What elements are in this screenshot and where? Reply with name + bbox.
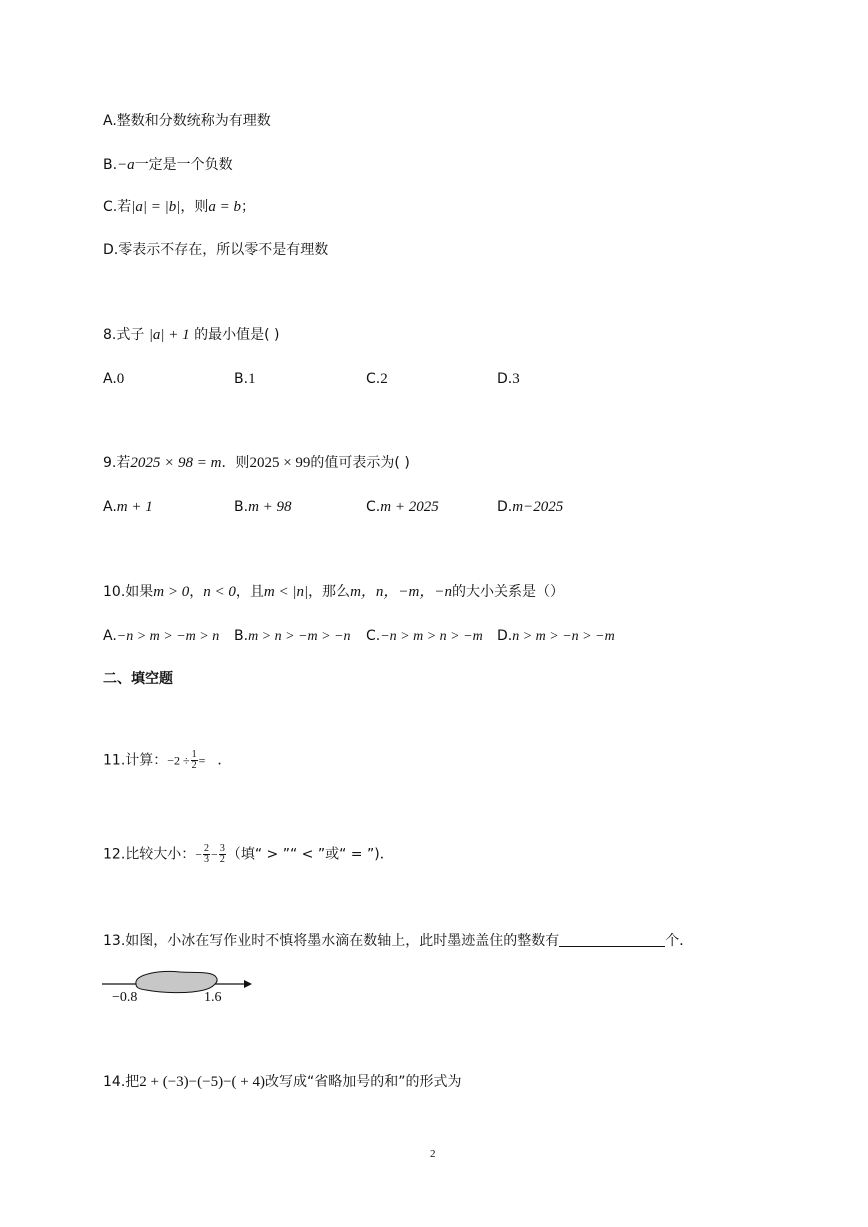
q7-option-d xyxy=(103,240,328,260)
q9-option-b xyxy=(234,497,292,517)
q7-option-b xyxy=(103,155,233,175)
q12-suffix: （填“ > ”“ < ”或“ = ”)． xyxy=(226,846,394,863)
q9-stem-math2: 2025 × 99 xyxy=(249,455,311,471)
q14-prefix: 14.把 xyxy=(103,1074,140,1090)
q9-option-c-label: C. xyxy=(366,499,381,515)
number-line-label-right: 1.6 xyxy=(204,990,222,1005)
q7-option-c-suffix: ； xyxy=(240,199,255,215)
q8-option-c xyxy=(366,369,388,389)
q9-stem-mid: ．则 xyxy=(221,455,250,471)
page-number: 2 xyxy=(430,1148,436,1160)
q9-stem-math1: 2025 × 98 = m xyxy=(130,455,222,471)
number-line-figure xyxy=(100,962,260,1007)
q9-stem xyxy=(103,453,410,473)
q9-stem-prefix: 9.若 xyxy=(103,455,131,471)
q12-fraction2 xyxy=(219,844,226,865)
q12-fraction2-denominator: 2 xyxy=(219,854,225,865)
q7-option-b-label: B. xyxy=(103,157,118,173)
q11-fraction-numerator: 1 xyxy=(191,749,197,760)
q10-option-a-value: −n > m > −m > n xyxy=(116,629,220,644)
q8-stem-prefix: 8.式子 xyxy=(103,327,149,343)
q8-option-c-value: 2 xyxy=(380,371,388,387)
q10-option-b-label: B. xyxy=(234,628,249,644)
q10-option-c-value: −n > m > n > −m xyxy=(380,629,483,644)
q13-text: 13.如图，小冰在写作业时不慎将墨水滴在数轴上，此时墨迹盖住的整数有 xyxy=(103,933,560,949)
q11-prefix: 11.计算： xyxy=(103,752,168,769)
q10-option-d-value: n > m > −n > −m xyxy=(512,629,615,644)
q11-math-lead: −2 ÷ xyxy=(167,753,190,768)
q12-fraction1 xyxy=(203,844,210,865)
q10-option-c xyxy=(366,626,483,647)
q8-stem xyxy=(103,325,280,345)
q7-option-a xyxy=(103,111,271,131)
q8-stem-suffix: 的最小值是( ) xyxy=(189,327,280,343)
q8-option-b-label: B. xyxy=(234,371,249,387)
q10-stem-suffix: 的大小关系是（） xyxy=(451,584,564,600)
q10-stem-sep3: ，那么 xyxy=(308,584,351,600)
q10-option-a xyxy=(103,626,219,647)
q12-prefix: 12.比较大小： xyxy=(103,846,196,863)
q14-suffix: 改写成“省略加号的和”的形式为 xyxy=(265,1074,462,1090)
q14-stem xyxy=(103,1072,462,1092)
q8-option-d-label: D. xyxy=(497,371,513,387)
q10-option-b-value: m > n > −m > −n xyxy=(248,629,351,644)
section-heading xyxy=(103,669,173,689)
q8-option-d-value: 3 xyxy=(512,371,520,387)
q7-option-c-label: C.若 xyxy=(103,199,132,215)
q9-option-c-value: m + 2025 xyxy=(380,499,439,515)
q7-option-b-math: −a xyxy=(117,157,135,173)
q7-option-c xyxy=(103,197,255,217)
q13-answer-blank[interactable] xyxy=(559,932,665,947)
q9-option-d-label: D. xyxy=(497,499,513,515)
q7-option-c-mid: ，则 xyxy=(180,199,209,215)
number-line-arrow-icon xyxy=(244,980,252,988)
q9-option-d-value: m−2025 xyxy=(512,499,564,515)
q11-math-tail: = xyxy=(198,753,206,768)
q10-option-a-label: A. xyxy=(103,628,117,644)
q10-stem-math1: m > 0 xyxy=(153,584,190,600)
q9-option-a xyxy=(103,497,153,517)
q9-option-a-value: m + 1 xyxy=(116,499,153,515)
q9-option-b-label: B. xyxy=(234,499,249,515)
q9-stem-suffix: 的值可表示为( ) xyxy=(310,455,410,471)
q12-fraction1-denominator: 3 xyxy=(204,854,210,865)
q11-fraction-denominator: 2 xyxy=(191,760,197,771)
q10-stem-sep2: ，且 xyxy=(235,584,264,600)
q12-fraction2-numerator: 3 xyxy=(219,843,225,854)
q10-option-c-label: C. xyxy=(366,628,381,644)
q8-option-c-label: C. xyxy=(366,371,381,387)
q11-suffix: ． xyxy=(217,752,232,769)
q14-math: 2 + (−3)−(−5)−( + 4) xyxy=(139,1074,265,1090)
q8-option-b-value: 1 xyxy=(248,371,256,387)
q9-option-d xyxy=(497,497,563,517)
q10-stem xyxy=(103,582,564,602)
q11-stem xyxy=(103,750,231,771)
q10-option-d-label: D. xyxy=(497,628,513,644)
q12-fraction1-numerator: 2 xyxy=(204,843,210,854)
q11-fraction xyxy=(191,750,198,771)
q7-option-c-math1: |a| = |b| xyxy=(131,199,181,215)
q9-option-c xyxy=(366,497,439,517)
q13-suffix: 个． xyxy=(665,933,694,949)
q8-option-a xyxy=(103,369,124,389)
number-line-label-left: −0.8 xyxy=(112,990,138,1005)
q7-option-b-text: 一定是一个负数 xyxy=(134,157,233,173)
q8-option-a-value: 0 xyxy=(116,371,125,387)
q7-option-c-math2: a = b xyxy=(208,199,241,215)
q10-option-d xyxy=(497,626,615,647)
q9-option-b-value: m + 98 xyxy=(248,499,292,515)
q7-option-a-text: A.整数和分数统称为有理数 xyxy=(103,113,271,129)
q10-option-b xyxy=(234,626,351,647)
q8-stem-math: |a| + 1 xyxy=(148,327,190,343)
q10-stem-math4: m，n，−m，−n xyxy=(350,584,452,600)
q10-stem-sep1: ， xyxy=(189,584,204,600)
q8-option-d xyxy=(497,369,520,389)
q12-stem xyxy=(103,844,394,865)
q12-fraction1-sign: − xyxy=(195,847,203,862)
q8-option-b xyxy=(234,369,256,389)
q10-stem-math3: m < |n| xyxy=(263,584,309,600)
q10-stem-math2: n < 0 xyxy=(203,584,236,600)
q7-option-d-text: D.零表示不存在，所以零不是有理数 xyxy=(103,242,329,258)
q13-stem xyxy=(103,931,693,951)
q9-option-a-label: A. xyxy=(103,499,117,515)
q8-option-a-label: A. xyxy=(103,371,117,387)
section-heading-text: 二、填空题 xyxy=(103,671,173,687)
q10-stem-prefix: 10.如果 xyxy=(103,584,154,600)
q12-fraction2-sign: − xyxy=(211,847,218,862)
